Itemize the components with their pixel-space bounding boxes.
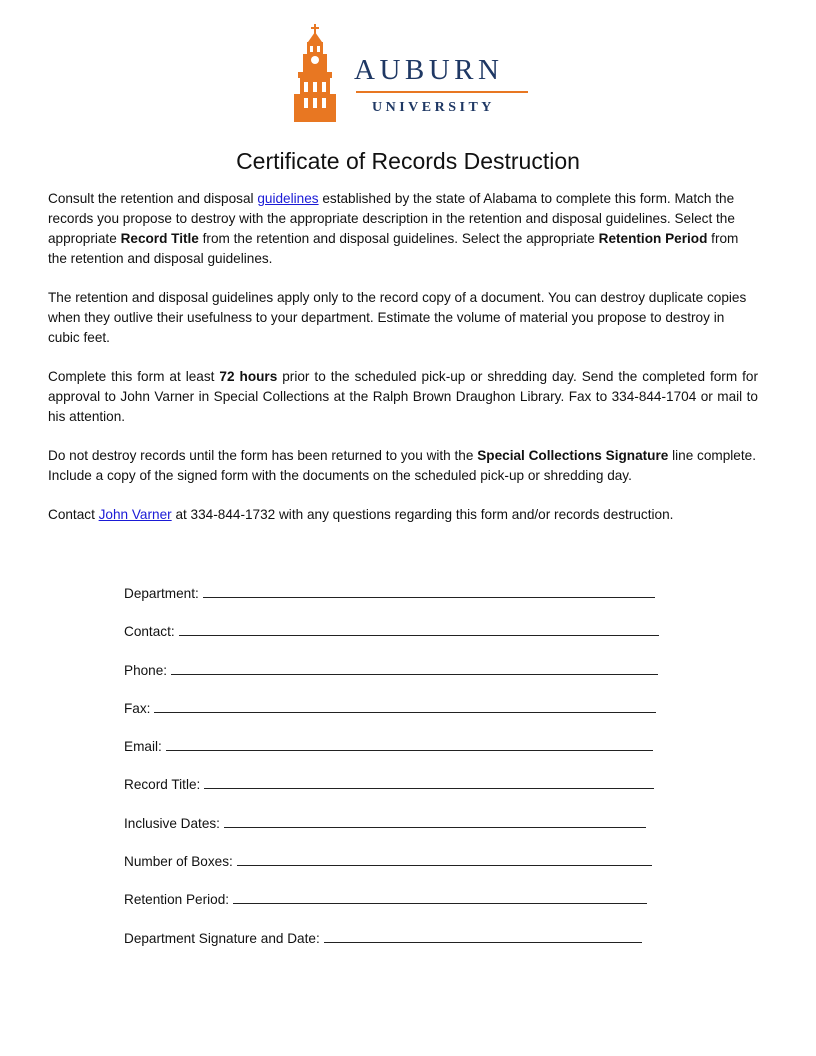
text-span: at 334-844-1732 with any questions regarding this form and/or records destruction.	[171, 507, 674, 522]
paragraph-contact	[48, 505, 758, 525]
signature-date-field[interactable]	[324, 928, 642, 943]
auburn-logo	[286, 24, 536, 124]
guidelines-link[interactable]: guidelines	[257, 191, 319, 206]
bold-72-hours: 72 hours	[219, 369, 278, 384]
text-span: established by the state of Alabama to complete this form. Match the records you propose to destroy with the appropriate description in the retention and disposal guidelines. Select the appropriate	[48, 191, 735, 246]
form-row-signature-date	[124, 924, 664, 946]
form-row-number-of-boxes	[124, 847, 664, 869]
instructions	[48, 189, 758, 544]
fax-field[interactable]	[154, 698, 656, 713]
bold-special-collections-signature: Special Collections Signature	[477, 448, 669, 463]
text-span: Do not destroy records until the form has been returned to you with the	[48, 448, 478, 463]
john-varner-link[interactable]: John Varner	[98, 507, 172, 522]
samford-hall-tower-icon	[286, 24, 346, 124]
number-of-boxes-field[interactable]	[237, 851, 652, 866]
form-row-contact	[124, 617, 664, 639]
fax-label: Fax:	[124, 700, 151, 716]
contact-field[interactable]	[179, 621, 659, 636]
logo-divider	[356, 91, 528, 93]
form-row-retention-period	[124, 885, 664, 907]
text-span: from the retention and disposal guidelines.	[48, 231, 739, 266]
logo-subtitle: UNIVERSITY	[372, 100, 495, 115]
text-span: line complete. Include a copy of the signed form with the documents on the scheduled pick-up or shredding day.	[48, 448, 756, 483]
email-field[interactable]	[166, 736, 653, 751]
department-field[interactable]	[203, 583, 655, 598]
inclusive-dates-field[interactable]	[224, 813, 646, 828]
form-row-email	[124, 732, 664, 754]
number-of-boxes-label: Number of Boxes:	[124, 854, 233, 870]
phone-field[interactable]	[171, 660, 658, 675]
text-span: Complete this form at least	[48, 369, 220, 384]
inclusive-dates-label: Inclusive Dates:	[124, 815, 220, 831]
contact-label: Contact:	[124, 624, 175, 640]
department-label: Department:	[124, 586, 199, 601]
retention-period-label: Retention Period:	[124, 892, 230, 908]
signature-date-label: Department Signature and Date:	[124, 930, 320, 946]
bold-retention-period: Retention Period	[598, 231, 708, 246]
text-span: Contact	[48, 507, 99, 522]
form-row-phone	[124, 656, 664, 678]
paragraph-guidelines	[48, 189, 758, 269]
form-row-department	[124, 579, 664, 601]
record-title-label: Record Title:	[124, 777, 201, 793]
text-span: prior to the scheduled pick-up or shredding day. Send the completed form for approval to John Varner in Special Collections at the Ralph Brown Draughon Library. Fax to 334-844-1704 or mail to his attention.	[48, 369, 758, 424]
record-title-field[interactable]	[204, 774, 654, 789]
phone-label: Phone:	[124, 662, 168, 678]
text-span: Consult the retention and disposal	[48, 191, 258, 206]
email-label: Email:	[124, 739, 162, 755]
form-row-fax	[124, 694, 664, 716]
form-row-record-title	[124, 770, 664, 792]
paragraph-timing	[48, 367, 758, 427]
bold-record-title: Record Title	[120, 231, 199, 246]
page-title: Certificate of Records Destruction	[236, 148, 580, 174]
retention-period-field[interactable]	[233, 889, 647, 904]
paragraph-record-copy: The retention and disposal guidelines apply only to the record copy of a document. You can destroy duplicate copies when they outlive their usefulness to your department. Estimate the volume of material you propose to destroy in cubic feet.	[48, 290, 747, 345]
logo-wordmark: AUBURN	[354, 54, 504, 86]
destruction-form	[124, 579, 664, 962]
text-span: from the retention and disposal guidelines. Select the appropriate	[198, 231, 599, 246]
form-row-inclusive-dates	[124, 809, 664, 831]
paragraph-signature	[48, 446, 758, 486]
